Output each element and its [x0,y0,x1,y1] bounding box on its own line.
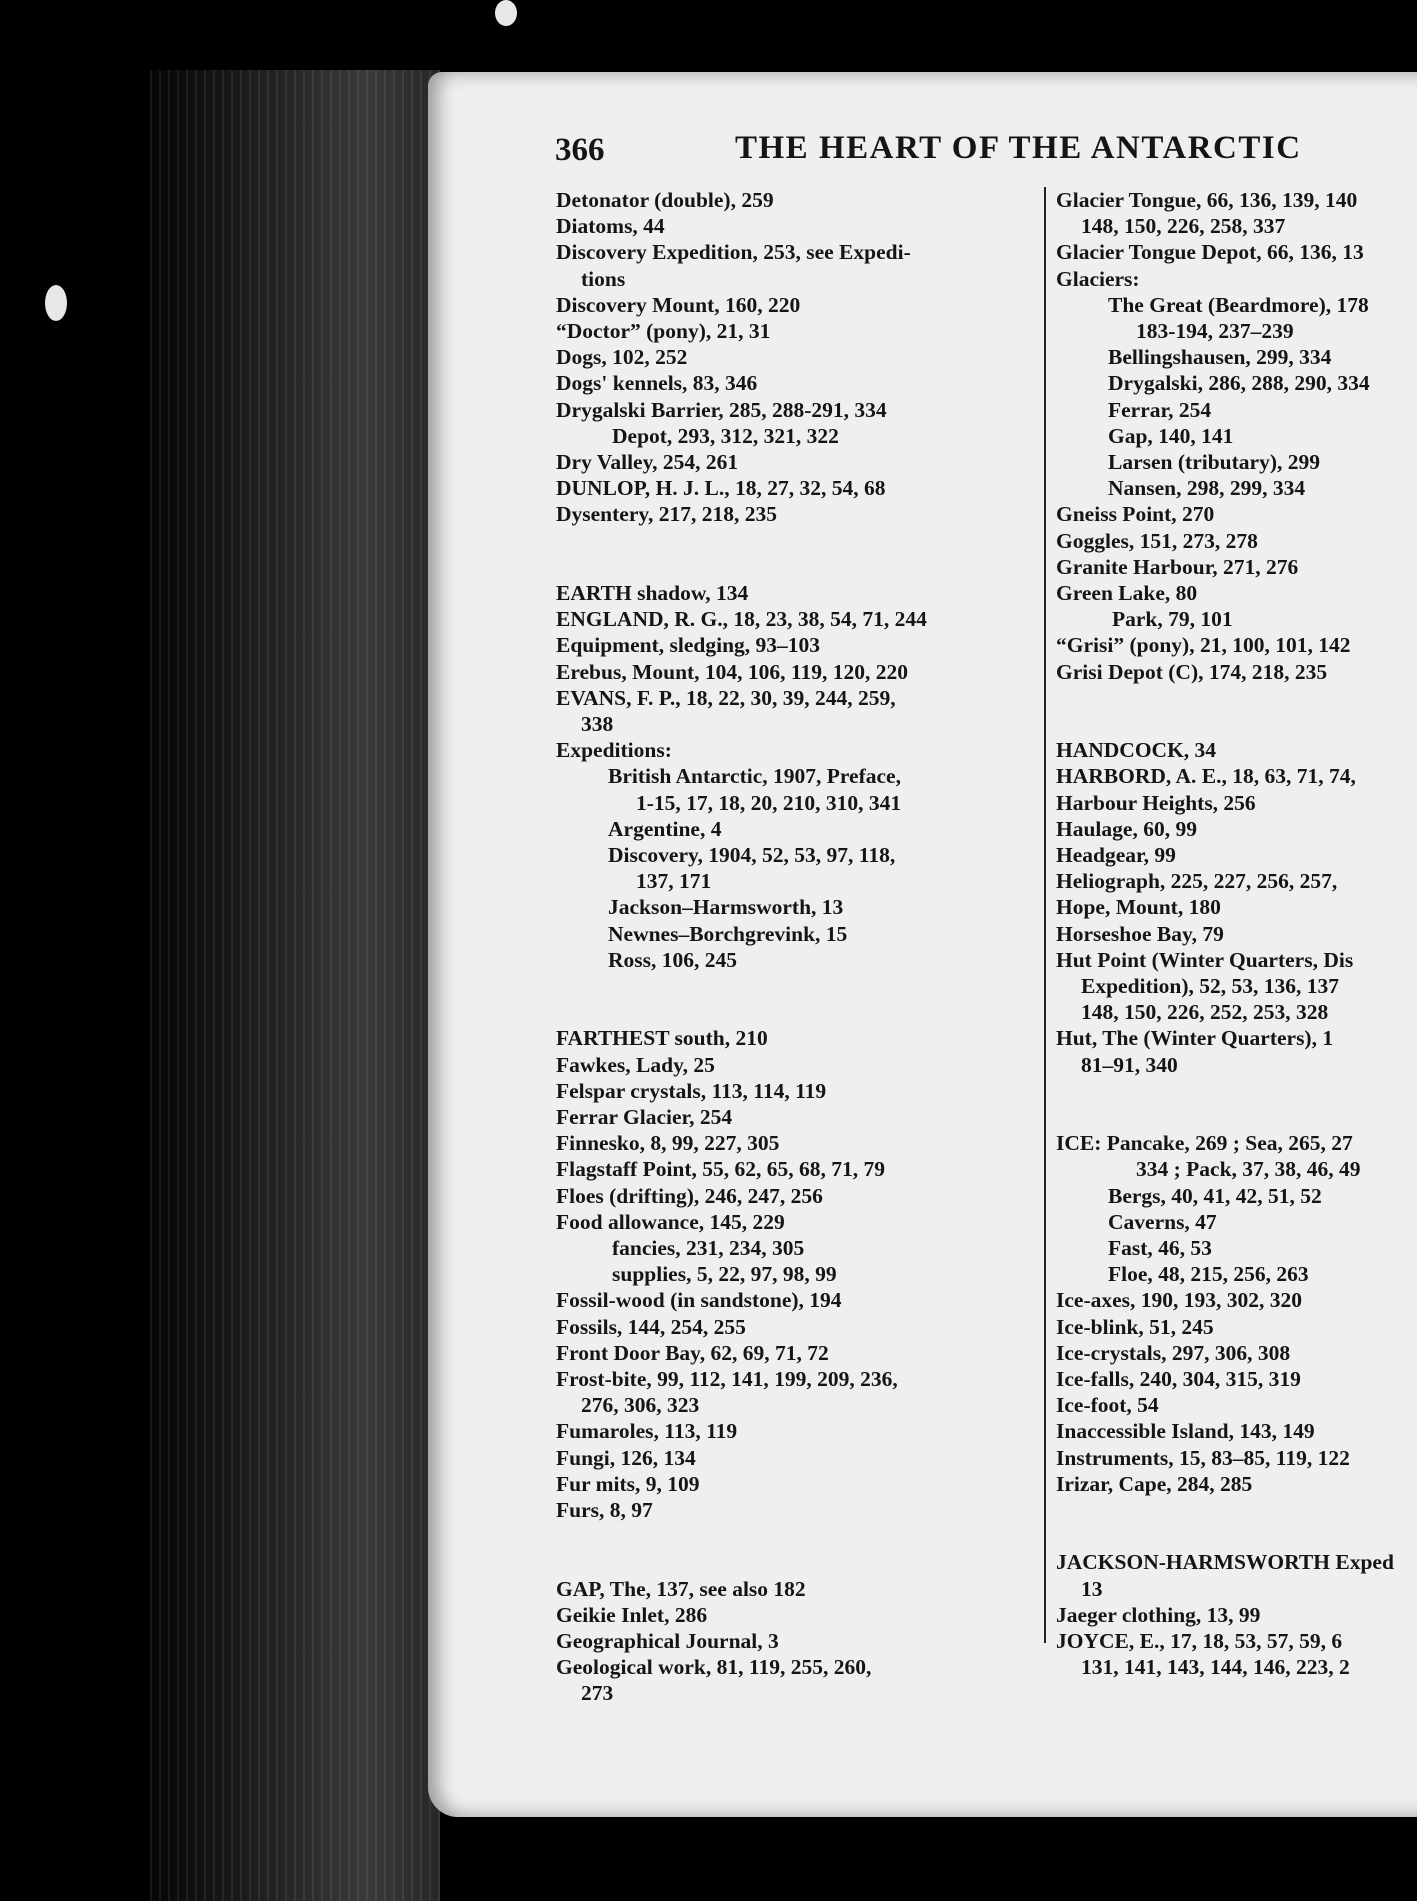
index-entry: FARTHEST south, 210 [556,1026,768,1051]
index-entry: Glaciers: [1056,266,1140,291]
index-entry: HANDCOCK, 34 [1056,738,1217,763]
index-entry: 148, 150, 226, 252, 253, 328 [1081,1000,1329,1025]
index-entry: Hope, Mount, 180 [1056,895,1221,920]
index-entry: Discovery Mount, 160, 220 [556,292,801,317]
index-entry: Glacier Tongue Depot, 66, 136, 13 [1056,240,1364,265]
index-entry: Detonator (double), 259 [556,188,774,212]
index-entry: Headgear, 99 [1056,843,1176,868]
entry-spacer [556,1549,941,1575]
index-entry: Haulage, 60, 99 [1056,816,1197,841]
running-head: THE HEART OF THE ANTARCTIC [735,130,1302,166]
entry-spacer [1056,685,1417,711]
index-entry: JACKSON-HARMSWORTH Exped [1056,1550,1394,1575]
index-entry: British Antarctic, 1907, Preface, [608,764,901,789]
index-entry: 334 ; Pack, 37, 38, 46, 49 [1136,1157,1361,1182]
index-entry: Ice-axes, 190, 193, 302, 320 [1056,1288,1303,1313]
index-entry: tions [581,266,626,291]
index-entry: Floe, 48, 215, 256, 263 [1108,1262,1309,1287]
index-entry: Geographical Journal, 3 [556,1629,779,1654]
index-entry: Discovery Expedition, 253, see Expedi- [556,240,911,265]
entry-spacer [1056,1104,1417,1130]
book-page-edges [150,70,440,1901]
index-entry: Newnes–Borchgrevink, 15 [608,921,848,946]
index-entry: ICE: Pancake, 269 ; Sea, 265, 27 [1056,1131,1353,1156]
index-entry: Glacier Tongue, 66, 136, 139, 140 [1056,188,1358,212]
index-entry: Ferrar Glacier, 254 [556,1105,733,1130]
index-entry: ENGLAND, R. G., 18, 23, 38, 54, 71, 244 [556,607,927,632]
index-entry: Jackson–Harmsworth, 13 [608,895,844,920]
index-entry: Instruments, 15, 83–85, 119, 122 [1056,1445,1350,1470]
index-entry: Food allowance, 145, 229 [556,1209,785,1234]
index-entry: Drygalski, 286, 288, 290, 334 [1108,371,1370,396]
index-entry: Horseshoe Bay, 79 [1056,921,1224,946]
index-entry: GAP, The, 137, see also 182 [556,1576,806,1601]
index-entry: 137, 171 [636,869,712,894]
index-entry: Erebus, Mount, 104, 106, 119, 120, 220 [556,659,908,684]
index-entry: Green Lake, 80 [1056,581,1198,606]
index-entry: Ross, 106, 245 [608,947,738,972]
index-entry: Bellingshausen, 299, 334 [1108,345,1332,370]
index-entry: Dogs, 102, 252 [556,345,688,370]
index-entry: Ferrar, 254 [1108,397,1212,422]
index-entry: Goggles, 151, 273, 278 [1056,528,1258,553]
index-entry: Granite Harbour, 271, 276 [1056,554,1299,579]
index-entry: Floes (drifting), 246, 247, 256 [556,1183,823,1208]
index-entry: 148, 150, 226, 258, 337 [1081,214,1286,239]
index-entry: Fast, 46, 53 [1108,1236,1212,1261]
index-entry: HARBORD, A. E., 18, 63, 71, 74, [1056,764,1356,789]
page-number: 366 [555,132,605,168]
index-column-right [1044,187,1417,1680]
entry-spacer [556,973,941,999]
index-entry: Ice-crystals, 297, 306, 308 [1056,1340,1291,1365]
index-entry: Expeditions: [556,738,672,763]
index-entry: Inaccessible Island, 143, 149 [1056,1419,1315,1444]
index-entry: Irizar, Cape, 284, 285 [1056,1471,1253,1496]
index-entry: Frost-bite, 99, 112, 141, 199, 209, 236, [556,1367,898,1392]
index-entry: 183-194, 237–239 [1136,319,1294,344]
index-entry: Fungi, 126, 134 [556,1445,696,1470]
index-entry: Argentine, 4 [608,816,722,841]
index-entry: Bergs, 40, 41, 42, 51, 52 [1108,1183,1322,1208]
index-entry: Gneiss Point, 270 [1056,502,1215,527]
index-entry: Fawkes, Lady, 25 [556,1052,715,1077]
index-entry: Felspar crystals, 113, 114, 119 [556,1078,827,1103]
index-entry: Fossils, 144, 254, 255 [556,1314,746,1339]
index-entry: Nansen, 298, 299, 334 [1108,476,1306,501]
index-entry: 13 [1081,1576,1103,1601]
index-entry: Dysentery, 217, 218, 235 [556,502,777,527]
index-entry: JOYCE, E., 17, 18, 53, 57, 59, 6 [1056,1629,1343,1654]
index-entry: Larsen (tributary), 299 [1108,450,1320,475]
index-entry: Gap, 140, 141 [1108,423,1234,448]
index-entry: Front Door Bay, 62, 69, 71, 72 [556,1340,829,1365]
entry-spacer [556,999,941,1025]
index-entry: Hut, The (Winter Quarters), 1 [1056,1026,1334,1051]
index-entry: 273 [581,1681,614,1706]
index-entry: Grisi Depot (C), 174, 218, 235 [1056,659,1328,684]
index-entry: Park, 79, 101 [1112,607,1233,632]
entry-spacer [556,1523,941,1549]
index-entry: Ice-falls, 240, 304, 315, 319 [1056,1367,1301,1392]
entry-spacer [1056,1523,1417,1549]
index-entry: supplies, 5, 22, 97, 98, 99 [612,1262,837,1287]
index-entry: EARTH shadow, 134 [556,581,749,606]
index-entry: 81–91, 340 [1081,1052,1178,1077]
index-entry: Furs, 8, 97 [556,1498,653,1523]
entry-spacer [1056,1078,1417,1104]
index-entry: Ice-blink, 51, 245 [1056,1314,1214,1339]
index-entry: “Doctor” (pony), 21, 31 [556,319,771,344]
index-entry: Discovery, 1904, 52, 53, 97, 118, [608,843,896,868]
index-entry: Geikie Inlet, 286 [556,1602,708,1627]
book-page [428,72,1417,1817]
dust-speck [495,0,517,26]
index-entry: Fumaroles, 113, 119 [556,1419,738,1444]
index-entry: Dogs' kennels, 83, 346 [556,371,758,396]
index-entry: Drygalski Barrier, 285, 288-291, 334 [556,397,887,422]
index-entry: The Great (Beardmore), 178 [1108,292,1369,317]
index-entry: 276, 306, 323 [581,1393,700,1418]
index-entry: EVANS, F. P., 18, 22, 30, 39, 244, 259, [556,685,896,710]
index-entry: 131, 141, 143, 144, 146, 223, 2 [1081,1655,1350,1680]
index-entry: 338 [581,712,614,737]
index-entry: Equipment, sledging, 93–103 [556,633,821,658]
index-entry: Fur mits, 9, 109 [556,1471,700,1496]
entry-spacer [1056,1497,1417,1523]
entry-spacer [556,554,941,580]
index-entry: Heliograph, 225, 227, 256, 257, [1056,869,1338,894]
index-entry: “Grisi” (pony), 21, 100, 101, 142 [1056,633,1351,658]
index-entry: Depot, 293, 312, 321, 322 [612,423,839,448]
index-entry: DUNLOP, H. J. L., 18, 27, 32, 54, 68 [556,476,886,501]
index-entry: Finnesko, 8, 99, 227, 305 [556,1131,780,1156]
index-entry: Fossil-wood (in sandstone), 194 [556,1288,842,1313]
index-entry: Dry Valley, 254, 261 [556,450,739,475]
index-entry: Geological work, 81, 119, 255, 260, [556,1655,872,1680]
index-entry: Ice-foot, 54 [1056,1393,1159,1418]
index-entry: Diatoms, 44 [556,214,665,239]
index-entry: Expedition), 52, 53, 136, 137 [1081,974,1340,999]
index-entry: Caverns, 47 [1108,1209,1217,1234]
index-entry: Jaeger clothing, 13, 99 [1056,1602,1261,1627]
entry-spacer [1056,711,1417,737]
index-entry: Hut Point (Winter Quarters, Dis [1056,947,1354,972]
index-entry: Flagstaff Point, 55, 62, 65, 68, 71, 79 [556,1157,886,1182]
dust-speck [45,285,67,321]
index-entry: Harbour Heights, 256 [1056,790,1256,815]
index-entry: 1-15, 17, 18, 20, 210, 310, 341 [636,790,902,815]
index-column-left [556,187,941,1707]
entry-spacer [556,528,941,554]
index-entry: fancies, 231, 234, 305 [612,1236,805,1261]
